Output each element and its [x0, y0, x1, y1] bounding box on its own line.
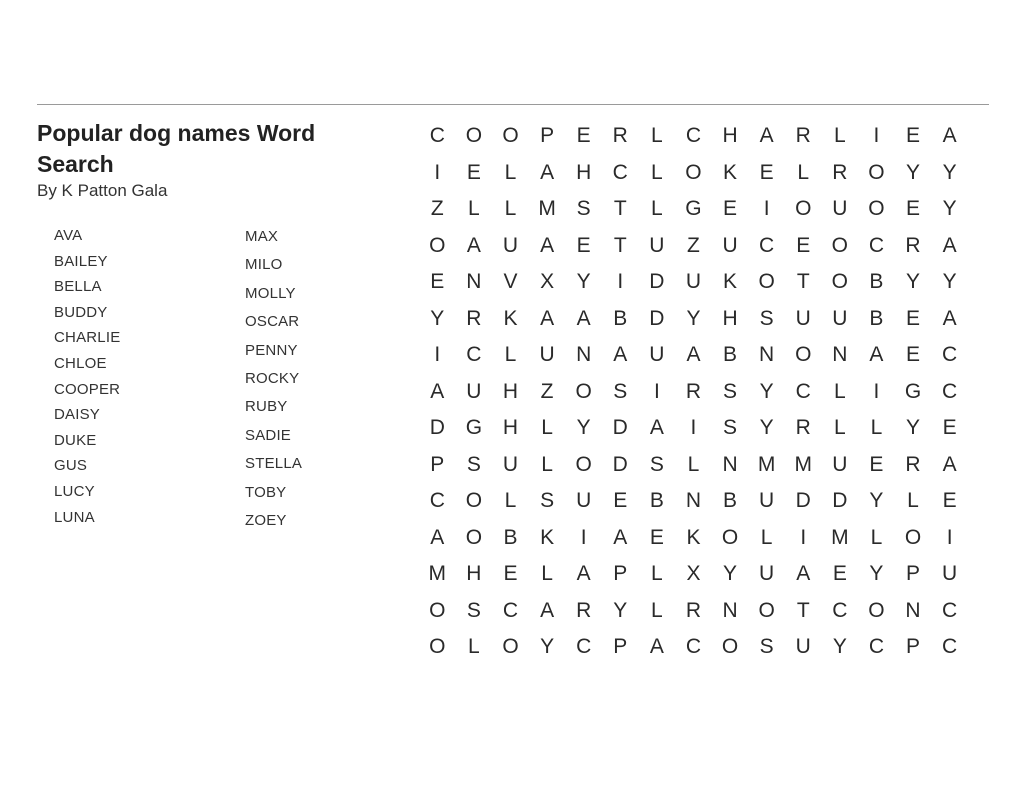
word-list-item: ROCKY	[245, 369, 300, 387]
grid-letter: R	[905, 233, 921, 257]
grid-letter: E	[613, 489, 628, 512]
grid-letter: K	[723, 160, 738, 184]
grid-letter: O	[721, 525, 739, 549]
grid-letter: U	[502, 233, 519, 257]
grid-letter: C	[576, 635, 592, 658]
grid-letter: U	[942, 562, 958, 585]
grid-letter: H	[722, 124, 738, 147]
grid-letter: O	[502, 635, 519, 658]
letter-grid	[419, 118, 968, 666]
grid-letter: H	[722, 306, 738, 330]
grid-letter: L	[833, 416, 846, 439]
grid-letter: Y	[906, 160, 921, 184]
grid-letter: U	[832, 452, 848, 476]
grid-letter: K	[686, 525, 701, 549]
grid-letter: I	[763, 197, 770, 220]
grid-letter: N	[722, 452, 738, 476]
word-list-item: TOBY	[245, 483, 287, 501]
grid-letter: O	[429, 635, 446, 658]
grid-letter: X	[540, 270, 555, 293]
grid-letter: S	[466, 598, 481, 622]
grid-letter: A	[466, 233, 481, 257]
grid-letter: C	[942, 598, 958, 622]
word-list-item: LUNA	[54, 508, 95, 526]
grid-letter: O	[575, 452, 592, 476]
grid-letter: M	[794, 452, 812, 476]
grid-letter: A	[576, 562, 591, 585]
grid-letter: O	[721, 635, 739, 658]
grid-letter: C	[942, 379, 958, 403]
grid-letter: E	[759, 160, 774, 184]
grid-letter: P	[906, 635, 921, 658]
grid-letter: K	[540, 525, 555, 549]
puzzle-title: Popular dog names Word Search	[37, 120, 316, 177]
grid-letter: M	[757, 452, 776, 476]
grid-letter: A	[540, 598, 555, 622]
grid-letter: O	[795, 343, 812, 366]
grid-letter: L	[468, 197, 480, 220]
grid-letter: Y	[723, 562, 738, 585]
word-list-item: BUDDY	[54, 303, 108, 321]
word-list-item: RUBY	[245, 398, 288, 416]
grid-letter: A	[540, 160, 555, 184]
grid-letter: O	[758, 598, 775, 622]
word-list-item: DAISY	[54, 406, 101, 424]
grid-letter: O	[685, 160, 702, 184]
grid-letter: Y	[906, 270, 921, 293]
grid-letter: E	[576, 124, 591, 147]
grid-letter: K	[503, 306, 518, 330]
grid-letter: P	[540, 124, 555, 147]
grid-letter: A	[796, 562, 811, 585]
grid-letter: L	[651, 562, 663, 585]
grid-letter: L	[504, 343, 517, 366]
grid-letter: O	[831, 233, 848, 257]
grid-letter: A	[613, 343, 628, 366]
grid-letter: I	[434, 343, 441, 366]
grid-letter: T	[613, 197, 627, 220]
grid-letter: E	[906, 124, 921, 147]
grid-letter: U	[466, 379, 482, 403]
grid-letter: C	[759, 233, 775, 257]
grid-letter: Y	[540, 635, 555, 658]
grid-letter: I	[653, 379, 660, 403]
grid-letter: U	[685, 270, 702, 293]
grid-letter: O	[868, 197, 885, 220]
grid-letter: Y	[759, 379, 774, 403]
grid-letter: A	[430, 379, 445, 403]
grid-letter: A	[540, 306, 555, 330]
puzzle-author: By K Patton Gala	[37, 181, 168, 200]
grid-letter: Y	[942, 160, 957, 184]
grid-letter: B	[723, 489, 738, 512]
grid-letter: S	[723, 416, 738, 439]
grid-letter: G	[904, 379, 922, 403]
grid-letter: Y	[832, 635, 847, 658]
grid-letter: A	[759, 124, 774, 147]
word-list-item: MAX	[245, 228, 279, 245]
grid-letter: K	[723, 270, 738, 293]
grid-letter: D	[612, 416, 628, 439]
grid-letter: H	[576, 160, 592, 184]
grid-letter: R	[576, 598, 592, 622]
grid-letter: C	[868, 635, 884, 658]
grid-letter: M	[538, 197, 556, 220]
grid-letter: N	[466, 270, 482, 293]
grid-letter: Y	[686, 306, 701, 330]
grid-letter: C	[429, 489, 445, 512]
grid-letter: A	[942, 452, 957, 476]
word-list-column-2	[245, 227, 302, 539]
grid-letter: H	[502, 416, 519, 439]
grid-letter: I	[434, 160, 441, 184]
grid-letter: S	[613, 379, 628, 403]
grid-letter: L	[468, 635, 480, 658]
grid-letter: R	[466, 306, 482, 330]
grid-letter: C	[502, 598, 519, 622]
grid-letter: L	[504, 197, 517, 220]
word-list-item: BAILEY	[54, 252, 108, 270]
grid-letter: D	[649, 306, 665, 330]
grid-letter: N	[576, 343, 592, 366]
grid-letter: I	[617, 270, 624, 293]
grid-letter: R	[612, 124, 628, 147]
grid-letter: A	[613, 525, 628, 549]
grid-letter: A	[942, 233, 957, 257]
word-list-item: CHARLIE	[54, 329, 121, 347]
grid-letter: L	[504, 489, 517, 512]
grid-letter: C	[868, 233, 884, 257]
grid-letter: C	[832, 598, 848, 622]
word-list-item: SADIE	[245, 426, 292, 444]
grid-letter: I	[690, 416, 697, 439]
grid-letter: C	[685, 635, 702, 658]
grid-letter: G	[685, 197, 702, 220]
grid-letter: T	[613, 233, 627, 257]
grid-letter: A	[649, 635, 664, 658]
grid-letter: O	[429, 598, 446, 622]
grid-letter: I	[800, 525, 807, 549]
grid-letter: I	[946, 525, 953, 549]
word-list-item: MILO	[245, 256, 283, 274]
grid-letter: E	[466, 160, 481, 184]
grid-letter: S	[759, 635, 774, 658]
grid-letter: O	[868, 598, 885, 622]
grid-letter: L	[760, 525, 773, 549]
grid-letter: E	[869, 452, 884, 476]
grid-letter: A	[869, 343, 884, 366]
grid-letter: Z	[430, 197, 444, 220]
grid-letter: O	[868, 160, 885, 184]
word-list-item: MOLLY	[245, 284, 296, 302]
word-list-item: BELLA	[54, 278, 102, 296]
grid-letter: N	[759, 343, 775, 366]
grid-letter: U	[795, 635, 811, 658]
grid-letter: L	[541, 416, 553, 439]
grid-letter: R	[795, 124, 811, 147]
grid-letter: D	[429, 416, 445, 439]
grid-letter: E	[906, 306, 921, 330]
grid-letter: M	[831, 525, 849, 549]
grid-letter: Y	[942, 270, 957, 293]
grid-letter: U	[649, 233, 665, 257]
grid-letter: Y	[869, 562, 884, 585]
grid-letter: U	[795, 306, 811, 330]
grid-letter: B	[649, 489, 664, 512]
grid-letter: L	[797, 160, 810, 184]
grid-letter: U	[759, 489, 775, 512]
grid-letter: L	[651, 598, 663, 622]
grid-letter: O	[795, 197, 812, 220]
word-list-item: GUS	[54, 457, 88, 475]
grid-letter: Y	[576, 416, 591, 439]
grid-letter: O	[429, 233, 446, 257]
grid-letter: C	[685, 124, 702, 147]
header-divider	[37, 104, 989, 105]
grid-letter: D	[832, 489, 848, 512]
grid-letter: R	[685, 379, 702, 403]
grid-letter: S	[649, 452, 664, 476]
grid-letter: C	[942, 343, 958, 366]
grid-letter: Y	[613, 598, 628, 622]
grid-letter: O	[758, 270, 775, 293]
grid-letter: L	[870, 525, 883, 549]
grid-letter: E	[906, 197, 921, 220]
grid-letter: E	[649, 525, 664, 549]
grid-letter: A	[942, 124, 957, 147]
grid-letter: L	[541, 562, 553, 585]
grid-letter: U	[832, 306, 848, 330]
grid-letter: L	[907, 489, 919, 512]
grid-letter: D	[649, 270, 665, 293]
grid-letter: O	[465, 489, 483, 512]
grid-letter: R	[685, 598, 702, 622]
grid-letter: M	[428, 562, 447, 585]
grid-letter: Y	[906, 416, 921, 439]
grid-letter: E	[796, 233, 811, 257]
grid-letter: G	[465, 416, 483, 439]
grid-letter: O	[465, 525, 483, 549]
grid-letter: E	[723, 197, 738, 220]
grid-letter: N	[722, 598, 738, 622]
grid-letter: L	[651, 197, 663, 220]
word-list-item: STELLA	[245, 455, 303, 473]
grid-letter: R	[905, 452, 921, 476]
grid-letter: S	[759, 306, 774, 330]
grid-letter: E	[576, 233, 591, 257]
grid-letter: C	[429, 124, 445, 147]
word-list-item: CHLOE	[54, 354, 107, 372]
grid-letter: P	[906, 562, 921, 585]
grid-letter: U	[576, 489, 592, 512]
grid-letter: I	[873, 124, 880, 147]
grid-letter: C	[942, 635, 958, 658]
grid-letter: B	[613, 306, 628, 330]
grid-letter: L	[651, 160, 663, 184]
grid-letter: O	[575, 379, 592, 403]
grid-letter: O	[465, 124, 483, 147]
grid-letter: A	[430, 525, 445, 549]
grid-letter: B	[869, 306, 884, 330]
grid-letter: L	[833, 124, 846, 147]
grid-letter: E	[906, 343, 921, 366]
grid-letter: L	[651, 124, 663, 147]
grid-letter: I	[580, 525, 587, 549]
grid-letter: P	[613, 635, 628, 658]
grid-letter: U	[502, 452, 519, 476]
grid-letter: Y	[942, 197, 957, 220]
grid-letter: T	[796, 270, 810, 293]
grid-letter: N	[685, 489, 702, 512]
grid-letter: V	[503, 270, 518, 293]
grid-letter: L	[870, 416, 883, 439]
grid-letter: S	[540, 489, 555, 512]
grid-letter: H	[502, 379, 519, 403]
grid-letter: U	[722, 233, 738, 257]
grid-letter: P	[430, 452, 445, 476]
grid-letter: B	[723, 343, 738, 366]
grid-letter: Z	[687, 233, 700, 257]
grid-letter: T	[796, 598, 810, 622]
grid-letter: U	[649, 343, 665, 366]
word-list-item: DUKE	[54, 431, 97, 449]
grid-letter: B	[869, 270, 884, 293]
grid-letter: S	[576, 197, 591, 220]
grid-letter: E	[430, 270, 445, 293]
grid-letter: D	[612, 452, 628, 476]
grid-letter: U	[759, 562, 775, 585]
word-list-item: LUCY	[54, 482, 95, 500]
grid-letter: A	[540, 233, 555, 257]
grid-letter: U	[832, 197, 848, 220]
grid-letter: C	[466, 343, 482, 366]
grid-letter: O	[831, 270, 848, 293]
grid-letter: E	[832, 562, 847, 585]
word-list-column-1	[54, 226, 120, 533]
grid-letter: C	[795, 379, 811, 403]
grid-letter: Y	[869, 489, 884, 512]
grid-letter: E	[942, 489, 957, 512]
word-list-item: ZOEY	[245, 511, 287, 529]
grid-letter: A	[576, 306, 591, 330]
word-list-item: PENNY	[245, 341, 298, 359]
grid-letter: N	[905, 598, 921, 622]
grid-letter: Y	[430, 306, 445, 330]
grid-letter: O	[502, 124, 519, 147]
grid-letter: R	[795, 416, 811, 439]
grid-letter: A	[649, 416, 664, 439]
grid-letter: S	[723, 379, 738, 403]
grid-letter: S	[466, 452, 481, 476]
grid-letter: L	[687, 452, 700, 476]
grid-letter: L	[504, 160, 517, 184]
grid-letter: N	[832, 343, 848, 366]
grid-letter: C	[612, 160, 628, 184]
grid-letter: R	[832, 160, 848, 184]
grid-letter: Z	[540, 379, 554, 403]
grid-letter: E	[942, 416, 957, 439]
grid-letter: B	[503, 525, 518, 549]
grid-letter: L	[833, 379, 846, 403]
grid-letter: L	[541, 452, 553, 476]
word-list-item: COOPER	[54, 380, 121, 398]
grid-letter: X	[686, 562, 701, 585]
grid-letter: O	[904, 525, 922, 549]
grid-letter: A	[942, 306, 957, 330]
grid-letter: P	[613, 562, 628, 585]
grid-letter: I	[873, 379, 880, 403]
grid-letter: A	[686, 343, 701, 366]
grid-letter: Y	[576, 270, 591, 293]
grid-letter: E	[503, 562, 518, 585]
grid-letter: U	[539, 343, 555, 366]
grid-letter: D	[795, 489, 811, 512]
word-list-item: AVA	[54, 227, 83, 244]
grid-letter: Y	[759, 416, 774, 439]
word-list-item: OSCAR	[245, 313, 300, 331]
grid-letter: H	[466, 562, 482, 585]
